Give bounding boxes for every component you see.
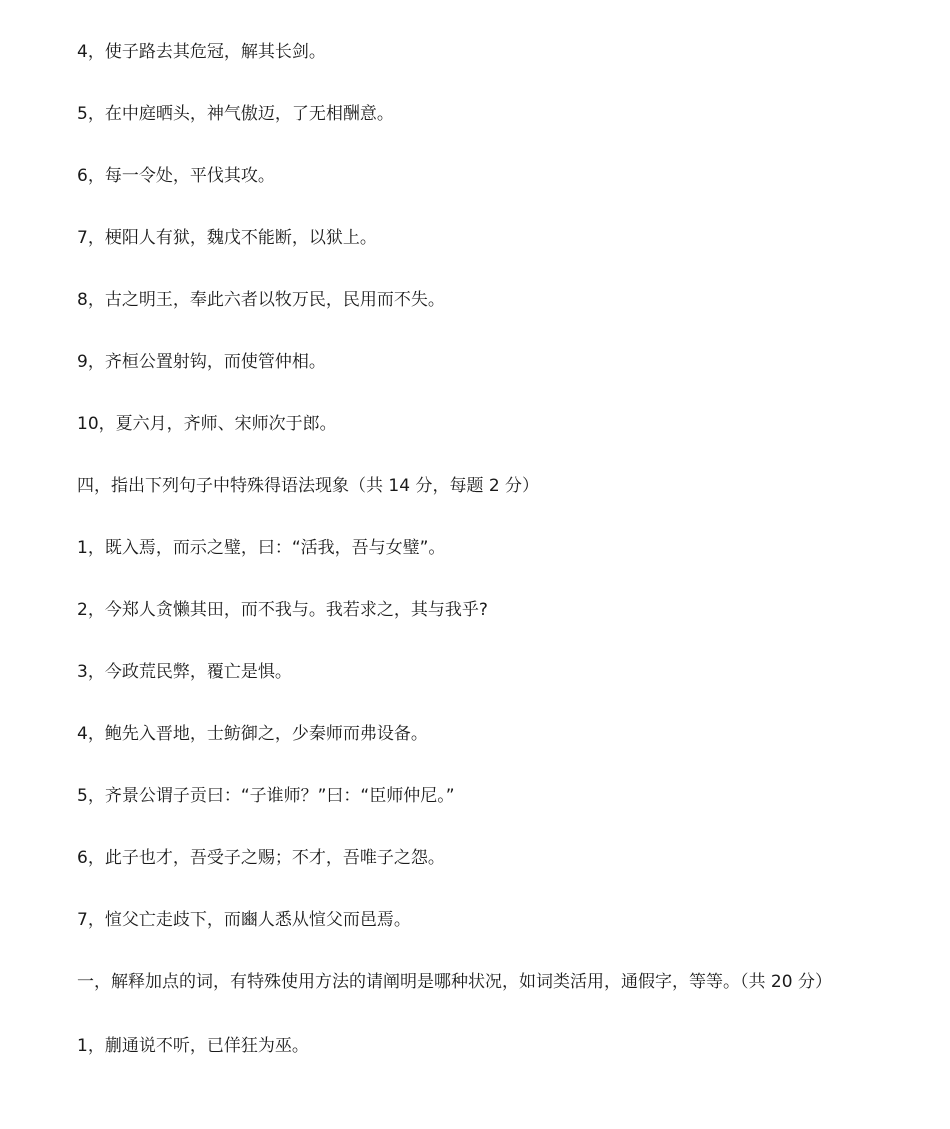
question-line: 2，今郑人贪懒其田，而不我与。我若求之，其与我乎? bbox=[77, 600, 488, 620]
question-line: 5，在中庭晒头，神气傲迈，了无相酬意。 bbox=[77, 104, 394, 124]
question-line: 6，每一令处，平伐其攻。 bbox=[77, 166, 275, 186]
question-line: 7，梗阳人有狱，魏戊不能断，以狱上。 bbox=[77, 228, 377, 248]
question-line: 4，使子路去其危冠，解其长剑。 bbox=[77, 42, 326, 62]
section-heading: 四，指出下列句子中特殊得语法现象（共 14 分，每题 2 分） bbox=[77, 476, 540, 496]
question-line: 1，蒯通说不听，已佯狂为巫。 bbox=[77, 1036, 309, 1056]
question-line: 7，愃父亡走歧下，而豳人悉从愃父而邑焉。 bbox=[77, 910, 411, 930]
question-line: 10，夏六月，齐师、宋师次于郎。 bbox=[77, 414, 337, 434]
question-line: 3，今政荒民弊，覆亡是惧。 bbox=[77, 662, 292, 682]
section-heading: 一，解释加点的词，有特殊使用方法的请阐明是哪种状况，如词类活用，通假字，等等。（共 20 分） bbox=[77, 972, 832, 992]
question-line: 5，齐景公谓子贡曰：“子谁师？”曰：“臣师仲尼。” bbox=[77, 786, 455, 806]
question-line: 9，齐桓公置射钩，而使管仲相。 bbox=[77, 352, 326, 372]
question-line: 1，既入焉，而示之璧，曰：“活我，吾与女璧”。 bbox=[77, 538, 446, 558]
question-line: 4，鲍先入晋地，士鲂御之，少秦师而弗设备。 bbox=[77, 724, 428, 744]
question-line: 8，古之明王，奉此六者以牧万民，民用而不失。 bbox=[77, 290, 445, 310]
question-line: 6，此子也才，吾受子之赐；不才，吾唯子之怨。 bbox=[77, 848, 445, 868]
